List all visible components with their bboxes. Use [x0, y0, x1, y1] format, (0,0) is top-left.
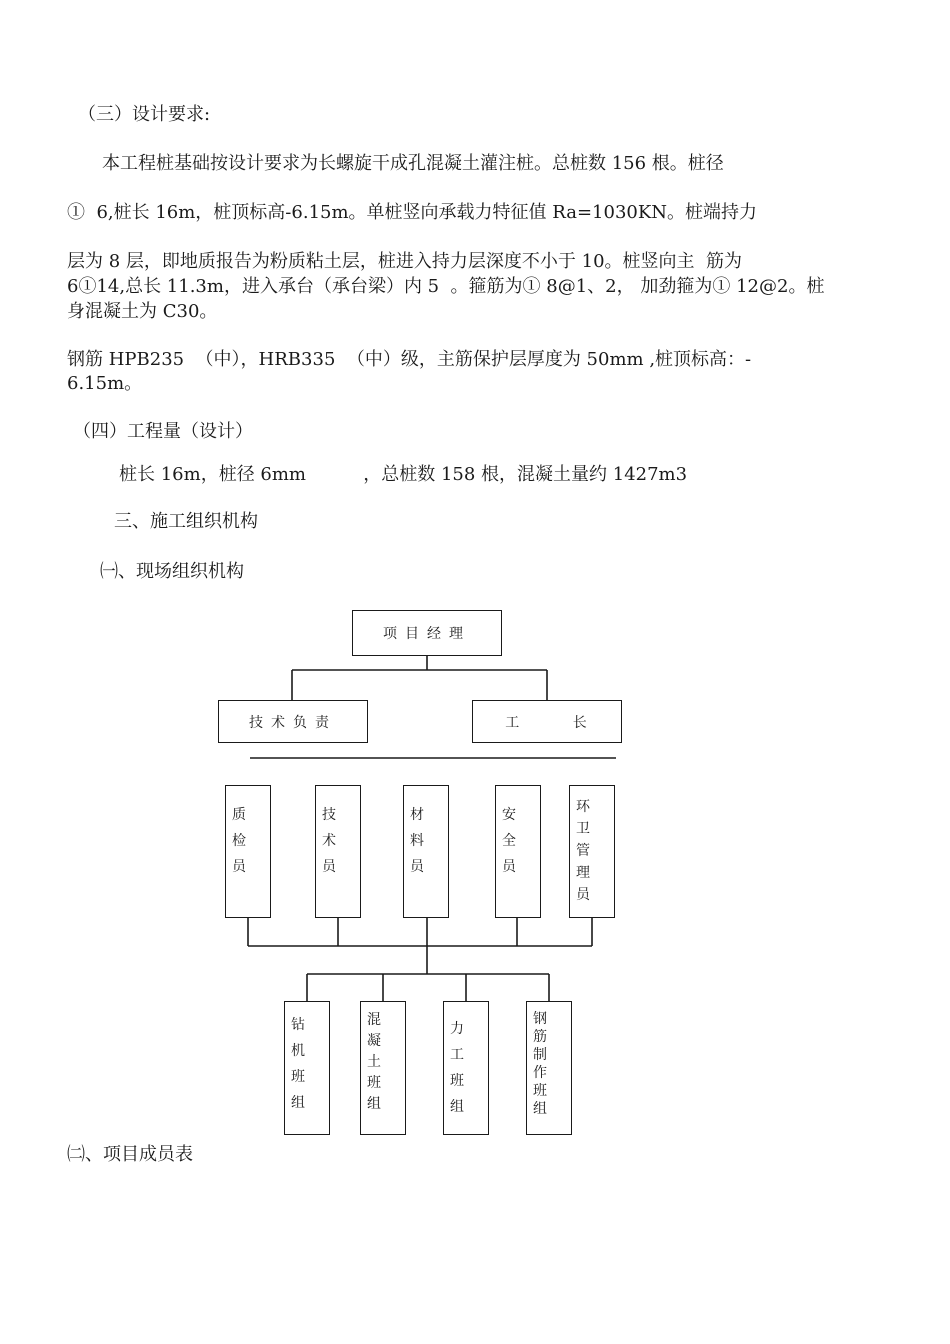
org-box-material-clerk	[403, 785, 449, 918]
org-box-project-manager	[352, 610, 502, 656]
design-line-5: 身混凝土为 C30。	[67, 301, 218, 322]
design-line-2: ① 6,桩长 16m，桩顶标高-6.15m。单桩竖向承载力特征值 Ra=1030KN。桩端持力	[67, 202, 758, 223]
org-box-technician	[315, 785, 361, 918]
design-line-1: 本工程桩基础按设计要求为长螺旋干成孔混凝土灌注桩。总桩数 156 根。桩径	[102, 153, 724, 174]
quantity-line-1: 桩长 16m，桩径 6mm ，总桩数 158 根，混凝土量约 1427m3	[119, 464, 688, 485]
member-table-heading: ㈡、项目成员表	[67, 1144, 193, 1165]
org-box-quality-inspector	[225, 785, 271, 918]
org-box-label: 混凝土班组	[367, 1012, 381, 1112]
org-box-sanitation-manager	[569, 785, 615, 918]
org-box-technical-lead	[218, 700, 368, 743]
org-box-rebar-team	[526, 1001, 572, 1135]
org-box-label: 项目经理	[383, 626, 471, 642]
section3-heading: 三、施工组织机构	[114, 511, 258, 532]
org-box-label: 质检员	[232, 807, 246, 875]
org-box-label: 工 长	[505, 714, 589, 731]
quantity-heading: （四）工程量（设计）	[73, 421, 253, 442]
design-line-3: 层为 8 层，即地质报告为粉质粘土层，桩进入持力层深度不小于 10。桩竖向主 筋为	[67, 251, 742, 272]
org-box-label: 材料员	[410, 807, 424, 875]
org-box-concrete-team	[360, 1001, 406, 1135]
org-box-label: 钢筋制作班组	[533, 1011, 547, 1117]
org-box-label: 技术员	[322, 807, 336, 875]
design-line-6: 钢筋 HPB235 （中），HRB335 （中）级，主筋保护层厚度为 50mm ,桩顶标高：-	[67, 349, 752, 370]
org-box-drilling-team	[284, 1001, 330, 1135]
design-line-7: 6.15m。	[67, 373, 143, 394]
org-box-label: 安全员	[502, 807, 516, 875]
design-line-4: 6①14,总长 11.3m，进入承台（承台梁）内 5 。箍筋为① 8@1、2， 加劲箍为① 12@2。桩	[67, 276, 825, 297]
design-heading: （三）设计要求:	[78, 104, 211, 125]
org-box-label: 力工班组	[450, 1021, 464, 1115]
org-box-labor-team	[443, 1001, 489, 1135]
org-box-label: 技术负责	[249, 714, 337, 731]
org-box-foreman	[472, 700, 622, 743]
org-box-safety-officer	[495, 785, 541, 918]
org-chart-heading: ㈠、现场组织机构	[100, 561, 244, 582]
org-box-label: 环卫管理员	[576, 799, 590, 903]
org-box-label: 钻机班组	[291, 1017, 305, 1111]
